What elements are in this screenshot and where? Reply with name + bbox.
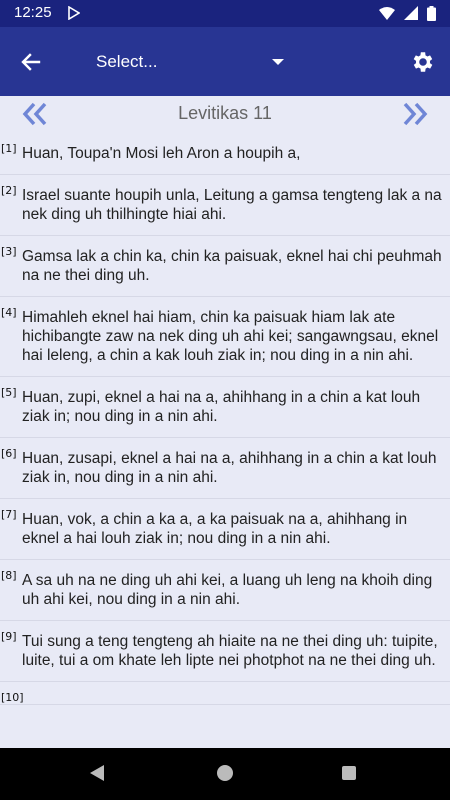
system-nav-bar xyxy=(0,748,450,800)
chapter-title: Levitikas 11 xyxy=(178,103,272,123)
verse-text: Tui sung a teng tengteng ah hiaite na ne thei ding uh: tuipite, luite, tui a om khate leh lipte nei photphot na ne thei ding uh. xyxy=(22,633,438,669)
battery-icon xyxy=(427,6,436,21)
verse-number: [5] xyxy=(1,386,17,399)
verse-text: Huan, Toupa'n Mosi leh Aron a houpih a, xyxy=(22,145,301,162)
verse-number: [7] xyxy=(1,508,17,521)
verse-item[interactable] xyxy=(0,175,450,236)
verse-item[interactable] xyxy=(0,236,450,297)
nav-back-icon[interactable] xyxy=(90,765,104,781)
play-store-icon xyxy=(68,6,80,20)
verse-number: [4] xyxy=(1,306,17,319)
wifi-icon xyxy=(379,6,395,20)
select-label: Select... xyxy=(96,52,158,71)
verse-text: Gamsa lak a chin ka, chin ka paisuak, eknel hai chi peuhmah na ne thei ding uh. xyxy=(22,248,442,284)
verse-number: [6] xyxy=(1,447,17,460)
verse-number: [9] xyxy=(1,630,17,643)
verse-number: [1] xyxy=(1,142,17,155)
settings-gear-icon[interactable] xyxy=(410,49,436,75)
verse-text: Himahleh eknel hai hiam, chin ka paisuak hiam lak ate hichibangte zaw na nek ding uh ahi kei; sangawngsau, eknel hai leleng, a chin a kak louh ziak in; nou ding in a nin ahi. xyxy=(22,309,439,364)
verse-item[interactable] xyxy=(0,133,450,175)
verse-text: Israel suante houpih unla, Leitung a gamsa tengteng lak a na nek ding uh thilhingte hiai ahi. xyxy=(22,187,442,223)
verse-item[interactable] xyxy=(0,560,450,621)
verse-item[interactable] xyxy=(0,621,450,682)
verse-item[interactable] xyxy=(0,682,450,705)
status-time: 12:25 xyxy=(14,4,52,21)
status-bar xyxy=(0,0,450,27)
verse-number: [10] xyxy=(1,691,24,704)
verse-item[interactable] xyxy=(0,377,450,438)
back-arrow-icon[interactable] xyxy=(18,49,44,75)
next-chapter-icon[interactable] xyxy=(402,102,428,126)
verse-item[interactable] xyxy=(0,499,450,560)
verse-text: Huan, zupi, eknel a hai na a, ahihhang in a chin a kat louh ziak in; nou ding in a nin ahi. xyxy=(22,389,421,425)
verse-text: A sa uh na ne ding uh ahi kei, a luang uh leng na khoih ding uh ahi kei, nou ding in a nin ahi. xyxy=(22,572,433,608)
status-icons xyxy=(375,6,436,22)
signal-icon xyxy=(404,6,418,20)
verse-text: Huan, zusapi, eknel a hai na a, ahihhang in a chin a kat louh ziak in, nou ding in a nin ahi. xyxy=(22,450,437,486)
verse-item[interactable] xyxy=(0,297,450,377)
app-bar xyxy=(0,27,450,96)
verse-text: Huan, vok, a chin a ka a, a ka paisuak na a, ahihhang in eknel a hai louh ziak in; nou ding in a nin ahi. xyxy=(22,511,408,547)
verse-number: [3] xyxy=(1,245,17,258)
verse-list[interactable] xyxy=(0,133,450,748)
verse-number: [2] xyxy=(1,184,17,197)
verse-item[interactable] xyxy=(0,438,450,499)
chapter-nav xyxy=(0,96,450,132)
nav-home-icon[interactable] xyxy=(217,765,233,781)
dropdown-arrow-icon xyxy=(272,59,284,65)
verse-number: [8] xyxy=(1,569,17,582)
book-select-dropdown[interactable] xyxy=(96,45,292,79)
nav-recents-icon[interactable] xyxy=(342,766,356,780)
